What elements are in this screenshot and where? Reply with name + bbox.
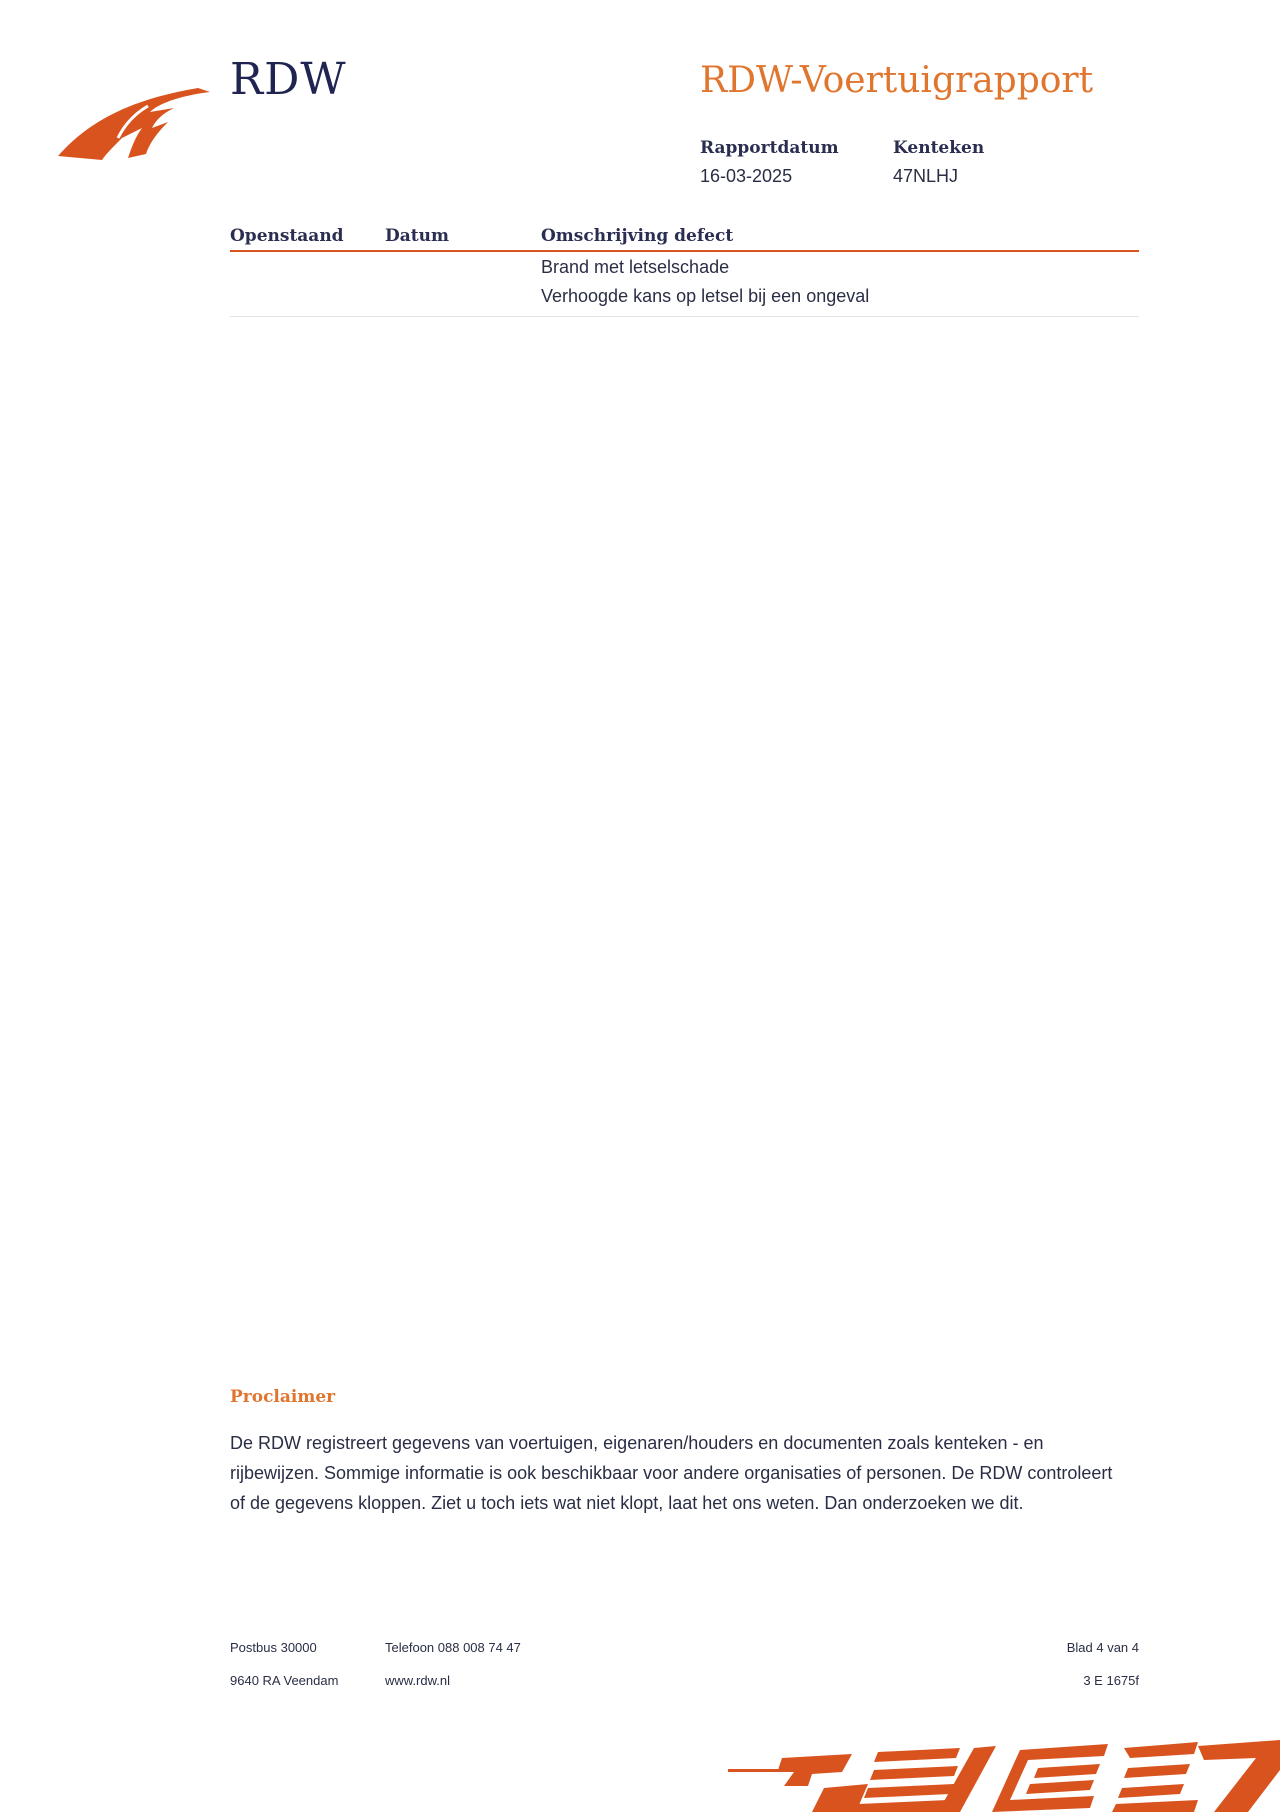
- plate-block: [893, 138, 984, 187]
- column-header-openstaand: Openstaand: [230, 226, 344, 246]
- plate-value: 47NLHJ: [893, 166, 959, 186]
- brand-name: RDW: [230, 54, 347, 105]
- plate-label: Kenteken: [893, 138, 985, 158]
- footer-phone: Telefoon 088 008 74 47: [385, 1640, 521, 1655]
- footer-postbus: Postbus 30000: [230, 1640, 317, 1655]
- report-date-label: Rapportdatum: [700, 138, 839, 158]
- footer-address: [230, 1640, 338, 1706]
- column-header-datum: Datum: [385, 226, 449, 246]
- cell-omschrijving: Brand met letselschade: [541, 257, 730, 277]
- rdw-bird-logo-icon: [58, 82, 210, 160]
- proclaimer-heading: Proclaimer: [230, 1387, 336, 1407]
- report-title: RDW-Voertuigrapport: [700, 60, 1094, 101]
- column-header-omschrijving: Omschrijving defect: [541, 226, 734, 246]
- report-date-value: 16-03-2025: [700, 166, 793, 186]
- table-header: [230, 226, 1139, 252]
- footer-contact: [385, 1640, 521, 1706]
- page-number: Blad 4 van 4: [1066, 1640, 1139, 1655]
- report-date-block: [700, 138, 839, 187]
- defects-table: [230, 226, 1139, 317]
- table-row: [230, 283, 1139, 312]
- cell-omschrijving: Verhoogde kans op letsel bij een ongeval: [541, 286, 870, 306]
- document-code: 3 E 1675f: [1083, 1673, 1139, 1688]
- rdw-stripes-graphic: [728, 1740, 1280, 1812]
- proclaimer-text: De RDW registreert gegevens van voertuigen, eigenaren/houders en documenten zoals kenteken - en rijbewijzen. Sommige informatie is ook beschikbaar voor andere organisaties of personen. De RDW controleert of de gegevens kloppen. Ziet u toch iets wat niet klopt, laat het ons weten. Dan onderzoeken we dit.: [230, 1433, 1113, 1513]
- footer-page-info: [1067, 1640, 1139, 1706]
- table-row: [230, 254, 1139, 283]
- footer-city: 9640 RA Veendam: [230, 1673, 339, 1688]
- table-body: [230, 252, 1139, 317]
- footer-website-link[interactable]: www.rdw.nl: [385, 1673, 451, 1688]
